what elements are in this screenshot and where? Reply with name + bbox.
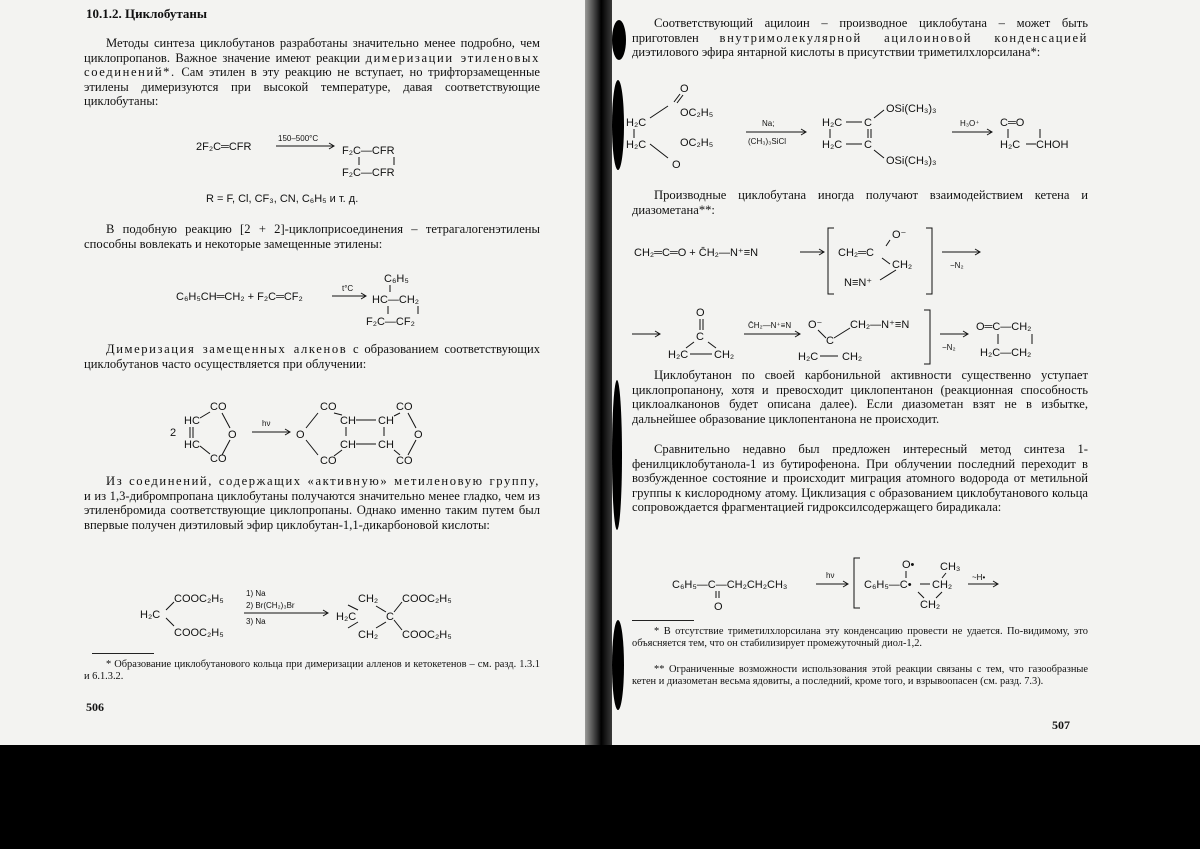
scheme5-reagent-silane: (CH₃)₃SiCl bbox=[748, 137, 787, 146]
scheme3-ring-oxygen: O bbox=[228, 429, 237, 441]
paragraph-malonate: Из соединений, содержащих «активную» метиленовую группу, и из 1,3-дибромпропана циклобутаны получаются значительно менее гладко, чем из этиленбромида соответствующие циклопропаны. Однако именно таким путем был впервые получен диэтиловый эфир циклобутан-1,1-дикарбоновой кислоты: bbox=[84, 474, 540, 532]
scheme6-loss-n2: −N₂ bbox=[950, 261, 964, 270]
scheme8-o-radical: O• bbox=[902, 559, 915, 571]
scheme5-product-h2c: H₂C bbox=[1000, 139, 1021, 151]
scheme7-h2c-ring: H₂C bbox=[798, 351, 819, 363]
page-number-right: 507 bbox=[1052, 718, 1070, 732]
scheme1-reactant: 2F₂C═CFR bbox=[196, 141, 252, 153]
reaction-scheme-acyloin-condensation bbox=[622, 82, 1082, 176]
scheme1-product-bottom: F₂C—CFR bbox=[342, 167, 395, 179]
scheme5-oc2h5-top: OC₂H₅ bbox=[680, 107, 714, 119]
scheme8-reactant: C₆H₅—C—CH₂CH₂CH₃ bbox=[672, 579, 788, 591]
scheme7-loss-n2: −N₂ bbox=[942, 343, 956, 352]
scheme3-hc-top: HC bbox=[184, 415, 200, 427]
scheme5-o-top: O bbox=[680, 83, 689, 95]
scheme5-h2c-mid-top: H₂C bbox=[822, 117, 843, 129]
scheme6-intermediate-n: N≡N⁺ bbox=[844, 277, 873, 289]
scheme7-ch2-ring: CH₂ bbox=[842, 351, 863, 363]
scheme6-intermediate-o: O⁻ bbox=[892, 229, 907, 241]
scheme8-ch3: CH₃ bbox=[940, 561, 961, 573]
scheme7-product-top: O═C—CH₂ bbox=[976, 321, 1032, 333]
scheme3-co-right-bottom: CO bbox=[396, 455, 413, 467]
scheme8-h-shift: ~H• bbox=[972, 573, 986, 582]
paragraph-butyrophenone: Сравнительно недавно был предложен интересный метод синтеза 1-фенилциклобутанола-1 из бутирофенона. При облучении последний переходит в возбужденное состояние и происходит миграция атомного водорода от метильной группы к кислородному атому. Циклизация с образованием циклобутанового кольца сопровождается фрагментацией гидроксилсодержащего бирадикала: bbox=[632, 442, 1088, 515]
scheme5-reagent-na: Na; bbox=[762, 119, 775, 128]
scheme4-product-ester-top: COOC₂H₅ bbox=[402, 593, 452, 605]
scan-artifact bbox=[612, 20, 626, 60]
scheme4-ch2-bottom: CH₂ bbox=[358, 629, 379, 641]
scanner-background bbox=[0, 745, 1200, 849]
scheme4-step3: 3) Na bbox=[246, 617, 266, 626]
scheme3-co-left-top: CO bbox=[320, 401, 337, 413]
scheme6-intermediate-top: CH₂═C bbox=[838, 247, 874, 259]
scheme8-ch2: CH₂ bbox=[932, 579, 953, 591]
paragraph-ketene: Производные циклобутана иногда получают взаимодействием кетена и диазометана**: bbox=[632, 188, 1088, 217]
scheme3-ch-bottom-left: CH bbox=[340, 439, 356, 451]
scheme3-coefficient: 2 bbox=[170, 427, 177, 439]
scheme5-product-top: C═O bbox=[1000, 117, 1025, 129]
scheme4-ester-bottom: COOC₂H₅ bbox=[174, 627, 224, 639]
scan-artifact bbox=[612, 80, 624, 170]
scheme7-o-minus: O⁻ bbox=[808, 319, 823, 331]
scheme7-o: O bbox=[696, 307, 705, 319]
footnote-left: * Образование циклобутанового кольца при димеризации алленов и кетокетенов – см. разд. 1.3.1 и 6.1.3.2. bbox=[84, 659, 540, 683]
scheme2-condition: t°C bbox=[342, 284, 354, 293]
reaction-scheme-malonate-cyclization bbox=[140, 586, 480, 646]
scheme5-h2c-mid-bottom: H₂C bbox=[822, 139, 843, 151]
paragraph-cycloaddition: В подобную реакцию [2 + 2]-циклоприсоединения – тетрагалогенэтилены способны вовлекать и некоторые замещенные этилены: bbox=[84, 222, 540, 251]
scheme1-product-top: F₂C—CFR bbox=[342, 145, 395, 157]
scheme4-step1: 1) Na bbox=[246, 589, 266, 598]
scheme3-hv: hν bbox=[262, 419, 271, 428]
scheme3-co-top: CO bbox=[210, 401, 227, 413]
reaction-scheme-photocyclization bbox=[658, 556, 1078, 612]
scheme5-osi-bottom: OSi(CH₃)₃ bbox=[886, 155, 937, 167]
scheme4-ring-c: C bbox=[386, 611, 394, 623]
reaction-scheme-ring-expansion bbox=[628, 304, 1068, 368]
scheme1-condition: 150–500°C bbox=[278, 134, 319, 143]
scheme3-co-right-top: CO bbox=[396, 401, 413, 413]
scheme2-reactant: C₆H₅CH═CH₂ + F₂C═CF₂ bbox=[176, 291, 303, 303]
scheme2-product-top: HC—CH₂ bbox=[372, 294, 420, 306]
right-page bbox=[612, 0, 1200, 745]
scheme4-ester-top: COOC₂H₅ bbox=[174, 593, 224, 605]
scheme4-ch2-top: CH₂ bbox=[358, 593, 379, 605]
scheme3-ch-bottom-right: CH bbox=[378, 439, 394, 451]
scheme8-radical-carbon: C₆H₅—C• bbox=[864, 579, 912, 591]
scheme6-reactants: CH₂═C═O + C̄H₂—N⁺≡N bbox=[634, 247, 759, 259]
footnote-divider-right bbox=[632, 620, 694, 621]
footnote-divider bbox=[92, 653, 154, 654]
scheme4-ring-h2c: H₂C bbox=[336, 611, 357, 623]
section-heading: 10.1.2. Циклобутаны bbox=[86, 6, 208, 21]
paragraph-intro: Методы синтеза циклобутанов разработаны значительно менее подробно, чем циклопропанов. Важное значение имеют реакции димеризации этиленовых соединений*. Сам этилен в эту реакцию не вступает, но трифторзамещенные этилены димеризуются при высокой температуре, давая соответствующие циклобутаны: bbox=[84, 36, 541, 109]
scheme3-hc-bottom: HC bbox=[184, 439, 200, 451]
emphasis-active-methylene: Из соединений, содержащих «активную» метиленовую группу, bbox=[106, 474, 540, 488]
scheme5-h2c-top: H₂C bbox=[626, 117, 647, 129]
scheme8-o: O bbox=[714, 601, 723, 613]
scheme5-h2c-bottom: H₂C bbox=[626, 139, 647, 151]
footnote-right-1: * В отсутствие триметилхлорсилана эту конденсацию провести не удается. По-видимому, это объясняется тем, что он стабилизирует промежуточный диол-1,2. bbox=[632, 626, 1088, 650]
scheme3-co-bottom: CO bbox=[210, 453, 227, 465]
scheme4-step2: 2) Br(CH₂)₃Br bbox=[246, 601, 295, 610]
emphasis-dimerization: димеризации этиленовых соединений*. bbox=[84, 50, 541, 80]
paragraph-photodimerization: Димеризация замещенных алкенов с образованием соответствующих циклобутанов часто осуществляется при облучении: bbox=[84, 342, 541, 371]
left-page bbox=[0, 0, 585, 745]
reaction-scheme-styrene-cycloaddition bbox=[176, 270, 476, 332]
scheme7-ch2n: CH₂—N⁺≡N bbox=[850, 319, 910, 331]
scan-artifact bbox=[612, 380, 622, 530]
scheme5-product-choh: CHOH bbox=[1036, 139, 1069, 151]
scheme7-c: C bbox=[696, 331, 704, 343]
scheme5-h3o: H₃O⁺ bbox=[960, 119, 980, 128]
scheme7-ch2: CH₂ bbox=[714, 349, 735, 361]
scheme5-c-top: C bbox=[864, 117, 872, 129]
scheme1-r-definition: R = F, Cl, CF₃, CN, C₆H₅ и т. д. bbox=[206, 193, 359, 205]
emphasis-dimerization-alkenes: Димеризация замещенных алкенов bbox=[106, 342, 348, 356]
reaction-scheme-ketene-diazomethane bbox=[628, 222, 1008, 300]
book-gutter bbox=[585, 0, 612, 745]
scheme5-osi-top: OSi(CH₃)₃ bbox=[886, 103, 937, 115]
paragraph-cyclobutanone: Циклобутанон по своей карбонильной активности существенно уступает циклопропанону, хотя и превосходит циклопентанон (реакционная способность циклоалканонов будет описана далее). Если диазометан взят не в избытке, дальнейшее образование циклопентанона не происходит. bbox=[632, 368, 1088, 426]
scheme3-left-oxygen: O bbox=[296, 429, 305, 441]
scheme7-reagent: C̄H₂—N⁺≡N bbox=[748, 321, 792, 330]
scheme7-product-bottom: H₂C—CH₂ bbox=[980, 347, 1032, 359]
scheme3-right-oxygen: O bbox=[414, 429, 423, 441]
scheme3-ch-top-right: CH bbox=[378, 415, 394, 427]
scheme3-ch-top-left: CH bbox=[340, 415, 356, 427]
page-number-left: 506 bbox=[86, 700, 104, 714]
scheme4-h2c: H₂C bbox=[140, 609, 161, 621]
emphasis-acyloin-condensation: внутримолекулярной ацилоиновой конденсацией bbox=[719, 30, 1088, 45]
scheme4-product-ester-bottom: COOC₂H₅ bbox=[402, 629, 452, 641]
scheme7-c-center: C bbox=[826, 335, 834, 347]
reaction-scheme-fluoroethylene-dimerization bbox=[196, 134, 456, 206]
paragraph-acyloin: Соответствующий ацилоин – производное циклобутана – может быть приготовлен внутримолекулярной ацилоиновой конденсацией диэтилового эфира янтарной кислоты в присутствии триметилхлорсилана*: bbox=[632, 16, 1088, 60]
reaction-scheme-anhydride-photodimerization bbox=[170, 398, 430, 470]
footnote-right-2: ** Ограниченные возможности использования этой реакции связаны с тем, что газообразные кетен и диазометан весьма ядовиты, а последний, кроме того, и взрывоопасен (см. разд. 7.3). bbox=[632, 664, 1088, 688]
scheme3-co-left-bottom: CO bbox=[320, 455, 337, 467]
scan-artifact bbox=[612, 620, 624, 710]
scheme5-o-bottom: O bbox=[672, 159, 681, 171]
scheme2-substituent: C₆H₅ bbox=[384, 273, 409, 285]
scheme2-product-bottom: F₂C—CF₂ bbox=[366, 316, 415, 328]
scheme8-ch2-bottom: CH₂ bbox=[920, 599, 941, 611]
scheme5-c-bottom: C bbox=[864, 139, 872, 151]
scheme8-hv: hν bbox=[826, 571, 835, 580]
scheme6-intermediate-ch2: CH₂ bbox=[892, 259, 913, 271]
scheme5-oc2h5-bottom: OC₂H₅ bbox=[680, 137, 714, 149]
scheme7-h2c: H₂C bbox=[668, 349, 689, 361]
